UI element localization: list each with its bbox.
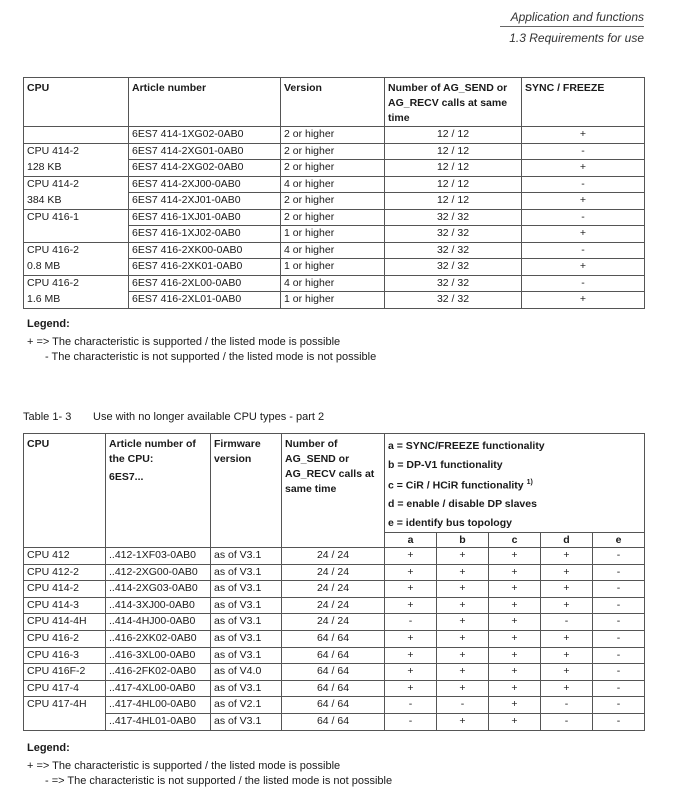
cell-c: + — [489, 548, 541, 565]
cell-article: ..417-4HL01-0AB0 — [106, 713, 211, 730]
cell-a: + — [385, 548, 437, 565]
cell-article: 6ES7 416-1XJ02-0AB0 — [129, 226, 281, 243]
cell-calls: 24 / 24 — [282, 614, 385, 631]
cell-calls: 32 / 32 — [385, 242, 522, 259]
legend-plus: + => The characteristic is supported / the listed mode is possible — [27, 336, 341, 348]
table-row — [24, 193, 645, 210]
cell-calls: 12 / 12 — [385, 176, 522, 193]
cell-e: - — [593, 630, 645, 647]
cell-cpu: 128 KB — [24, 160, 129, 177]
cell-fw: as of V3.1 — [211, 597, 282, 614]
cell-cpu: 0.8 MB — [24, 259, 129, 276]
cell-e: - — [593, 647, 645, 664]
cell-version: 1 or higher — [281, 226, 385, 243]
cell-b: + — [437, 597, 489, 614]
cell-b: + — [437, 713, 489, 730]
cell-c: + — [489, 614, 541, 631]
cell-calls: 64 / 64 — [282, 630, 385, 647]
function-b-label: b = DP-V1 functionality — [388, 458, 503, 471]
table-row — [24, 226, 645, 243]
cell-article: 6ES7 414-1XG02-0AB0 — [129, 127, 281, 144]
header-rule — [500, 26, 644, 27]
cell-sync: - — [522, 209, 645, 226]
function-c-label — [388, 474, 641, 495]
cell-e: - — [593, 680, 645, 697]
cell-sync: + — [522, 292, 645, 309]
cell-cpu: 1.6 MB — [24, 292, 129, 309]
table-row — [24, 292, 645, 309]
cell-b: + — [437, 581, 489, 598]
cell-version: 1 or higher — [281, 259, 385, 276]
cell-version: 2 or higher — [281, 193, 385, 210]
table-row — [24, 697, 645, 714]
cell-fw: as of V4.0 — [211, 664, 282, 681]
subsection-title: 1.3 Requirements for use — [509, 31, 644, 45]
col-header-article-line1: Article number of — [109, 438, 196, 450]
table-row — [24, 127, 645, 144]
table-caption-text: Use with no longer available CPU types - part 2 — [93, 411, 325, 423]
cell-calls: 12 / 12 — [385, 127, 522, 144]
cell-cpu: CPU 412 — [24, 548, 106, 565]
cell-d: + — [541, 548, 593, 565]
cell-fw: as of V3.1 — [211, 630, 282, 647]
col-header-article-line3: 6ES7... — [109, 471, 144, 483]
cell-article: 6ES7 416-2XL00-0AB0 — [129, 275, 281, 292]
cell-fw: as of V2.1 — [211, 697, 282, 714]
cell-article: ..416-2FK02-0AB0 — [106, 664, 211, 681]
cell-calls: 64 / 64 — [282, 713, 385, 730]
table-row — [24, 647, 645, 664]
col-header-sync: SYNC / FREEZE — [522, 78, 645, 127]
cell-article: 6ES7 416-2XK00-0AB0 — [129, 242, 281, 259]
table-row — [24, 242, 645, 259]
cell-e: - — [593, 697, 645, 714]
table-row — [24, 564, 645, 581]
cell-article: ..416-3XL00-0AB0 — [106, 647, 211, 664]
cell-fw: as of V3.1 — [211, 614, 282, 631]
cell-c: + — [489, 680, 541, 697]
section-title: Application and functions — [510, 10, 644, 24]
col-header-version: Version — [281, 78, 385, 127]
cell-a: + — [385, 564, 437, 581]
cell-b: + — [437, 564, 489, 581]
cell-a: + — [385, 630, 437, 647]
cell-version: 4 or higher — [281, 242, 385, 259]
sub-header-b: b — [437, 533, 489, 548]
cell-d: - — [541, 713, 593, 730]
cell-calls: 12 / 12 — [385, 193, 522, 210]
cell-c: + — [489, 564, 541, 581]
cell-article: ..417-4HL00-0AB0 — [106, 697, 211, 714]
cell-d: + — [541, 647, 593, 664]
cell-version: 4 or higher — [281, 275, 385, 292]
cell-version: 4 or higher — [281, 176, 385, 193]
cell-sync: - — [522, 176, 645, 193]
table-row — [24, 581, 645, 598]
cell-article: ..414-4HJ00-0AB0 — [106, 614, 211, 631]
cell-calls: 32 / 32 — [385, 226, 522, 243]
table-row — [24, 614, 645, 631]
cell-d: + — [541, 597, 593, 614]
cell-e: - — [593, 564, 645, 581]
cell-fw: as of V3.1 — [211, 680, 282, 697]
cell-a: + — [385, 664, 437, 681]
legend2-title: Legend: — [27, 742, 70, 754]
cell-c: + — [489, 713, 541, 730]
cell-c: + — [489, 581, 541, 598]
cell-calls: 64 / 64 — [282, 697, 385, 714]
cell-calls: 64 / 64 — [282, 680, 385, 697]
cell-article: ..414-3XJ00-0AB0 — [106, 597, 211, 614]
cell-cpu: CPU 417-4 — [24, 680, 106, 697]
cell-article: 6ES7 416-2XK01-0AB0 — [129, 259, 281, 276]
table-row — [24, 160, 645, 177]
cell-cpu: CPU 416-1 — [24, 209, 129, 226]
table-row — [24, 275, 645, 292]
cell-cpu: CPU 416-2 — [24, 275, 129, 292]
cell-a: + — [385, 647, 437, 664]
cell-cpu: CPU 416-3 — [24, 647, 106, 664]
cell-b: + — [437, 630, 489, 647]
cell-b: + — [437, 647, 489, 664]
sub-header-e: e — [593, 533, 645, 548]
cell-calls: 64 / 64 — [282, 664, 385, 681]
cell-sync: + — [522, 160, 645, 177]
table-row — [24, 680, 645, 697]
cpu-table-part2 — [23, 433, 645, 731]
table-caption — [23, 411, 324, 423]
cell-cpu: CPU 416F-2 — [24, 664, 106, 681]
table-row — [24, 630, 645, 647]
cell-b: + — [437, 614, 489, 631]
cell-sync: - — [522, 275, 645, 292]
cell-calls: 24 / 24 — [282, 548, 385, 565]
table-number: Table 1- 3 — [23, 411, 72, 423]
legend2-plus: + => The characteristic is supported / the listed mode is possible — [27, 760, 341, 772]
cell-cpu: CPU 412-2 — [24, 564, 106, 581]
cell-article: 6ES7 414-2XG01-0AB0 — [129, 143, 281, 160]
cell-cpu: CPU 414-3 — [24, 597, 106, 614]
cell-d: - — [541, 697, 593, 714]
cell-d: + — [541, 564, 593, 581]
function-c-footnote: 1) — [526, 479, 533, 486]
cell-cpu — [24, 226, 129, 243]
cell-c: + — [489, 647, 541, 664]
cell-article: 6ES7 416-1XJ01-0AB0 — [129, 209, 281, 226]
col-header-firmware-line2: version — [214, 453, 252, 465]
cell-e: - — [593, 713, 645, 730]
cell-sync: + — [522, 127, 645, 144]
cell-cpu: CPU 416-2 — [24, 630, 106, 647]
col-header-calls-line1: Number of — [285, 438, 338, 450]
col-header-firmware — [211, 434, 282, 548]
cell-fw: as of V3.1 — [211, 713, 282, 730]
cell-c: + — [489, 630, 541, 647]
cell-calls: 24 / 24 — [282, 597, 385, 614]
function-a-label: a = SYNC/FREEZE functionality — [388, 440, 545, 452]
cell-calls: 32 / 32 — [385, 209, 522, 226]
cell-e: - — [593, 581, 645, 598]
table-row — [24, 143, 645, 160]
cell-d: - — [541, 614, 593, 631]
cell-calls: 24 / 24 — [282, 581, 385, 598]
cell-b: + — [437, 548, 489, 565]
cell-article: 6ES7 414-2XG02-0AB0 — [129, 160, 281, 177]
cell-a: + — [385, 680, 437, 697]
cell-b: + — [437, 664, 489, 681]
cell-cpu: CPU 414-2 — [24, 143, 129, 160]
cell-calls: 32 / 32 — [385, 275, 522, 292]
cell-e: - — [593, 548, 645, 565]
col-header-article-line2: the CPU: — [109, 453, 154, 465]
cell-e: - — [593, 614, 645, 631]
cell-version: 2 or higher — [281, 209, 385, 226]
function-e-label: e = identify bus topology — [388, 516, 512, 529]
table-row — [24, 209, 645, 226]
col-header-firmware-line1: Firmware — [214, 438, 261, 450]
cell-cpu — [24, 127, 129, 144]
cell-e: - — [593, 664, 645, 681]
cell-d: + — [541, 680, 593, 697]
col-header-cpu: CPU — [24, 434, 106, 548]
cell-c: + — [489, 697, 541, 714]
legend-title: Legend: — [27, 318, 70, 330]
cell-version: 2 or higher — [281, 143, 385, 160]
cell-article: 6ES7 416-2XL01-0AB0 — [129, 292, 281, 309]
cell-version: 2 or higher — [281, 160, 385, 177]
cpu-table-part1 — [23, 77, 645, 309]
col-header-calls: Number of AG_SEND or AG_RECV calls at same time — [385, 78, 522, 127]
cell-cpu: CPU 414-2 — [24, 581, 106, 598]
function-c-text: c = CiR / HCiR functionality — [388, 479, 524, 492]
cell-fw: as of V3.1 — [211, 564, 282, 581]
col-header-cpu: CPU — [24, 78, 129, 127]
cell-calls: 64 / 64 — [282, 647, 385, 664]
cell-e: - — [593, 597, 645, 614]
cell-cpu: CPU 417-4H — [24, 697, 106, 714]
col-header-article — [106, 434, 211, 548]
cell-article: 6ES7 414-2XJ00-0AB0 — [129, 176, 281, 193]
cell-cpu: CPU 416-2 — [24, 242, 129, 259]
cell-article: ..412-1XF03-0AB0 — [106, 548, 211, 565]
col-header-calls-line3: AG_RECV calls at — [285, 468, 375, 480]
cell-calls: 12 / 12 — [385, 143, 522, 160]
cell-cpu — [24, 713, 106, 730]
cell-version: 1 or higher — [281, 292, 385, 309]
col-header-calls — [282, 434, 385, 548]
cell-version: 2 or higher — [281, 127, 385, 144]
cell-a: - — [385, 697, 437, 714]
table-row — [24, 259, 645, 276]
col-header-calls-line4: same time — [285, 483, 337, 495]
col-header-functions — [385, 434, 645, 533]
cell-a: + — [385, 581, 437, 598]
cell-sync: - — [522, 143, 645, 160]
cell-article: 6ES7 414-2XJ01-0AB0 — [129, 193, 281, 210]
cell-cpu: CPU 414-2 — [24, 176, 129, 193]
table-row — [24, 664, 645, 681]
col-header-article: Article number — [129, 78, 281, 127]
cell-d: + — [541, 664, 593, 681]
cell-d: + — [541, 581, 593, 598]
cell-sync: + — [522, 226, 645, 243]
cell-c: + — [489, 597, 541, 614]
table-row — [24, 597, 645, 614]
cell-cpu: 384 KB — [24, 193, 129, 210]
legend-minus: - The characteristic is not supported / the listed mode is not possible — [45, 351, 377, 363]
cell-calls: 32 / 32 — [385, 259, 522, 276]
legend2-minus: - => The characteristic is not supported / the listed mode is not possible — [45, 775, 393, 787]
cell-a: + — [385, 597, 437, 614]
cell-sync: + — [522, 193, 645, 210]
col-header-calls-line2: AG_SEND or — [285, 453, 350, 465]
table-row — [24, 176, 645, 193]
cell-b: + — [437, 680, 489, 697]
cell-fw: as of V3.1 — [211, 581, 282, 598]
cell-fw: as of V3.1 — [211, 548, 282, 565]
function-d-label: d = enable / disable DP slaves — [388, 498, 537, 510]
cell-article: ..417-4XL00-0AB0 — [106, 680, 211, 697]
cell-fw: as of V3.1 — [211, 647, 282, 664]
cell-cpu: CPU 414-4H — [24, 614, 106, 631]
cell-article: ..412-2XG00-0AB0 — [106, 564, 211, 581]
cell-calls: 12 / 12 — [385, 160, 522, 177]
cell-article: ..414-2XG03-0AB0 — [106, 581, 211, 598]
cell-b: - — [437, 697, 489, 714]
table-row — [24, 713, 645, 730]
cell-calls: 24 / 24 — [282, 564, 385, 581]
cell-a: - — [385, 614, 437, 631]
table-row — [24, 548, 645, 565]
cell-c: + — [489, 664, 541, 681]
sub-header-d: d — [541, 533, 593, 548]
cell-article: ..416-2XK02-0AB0 — [106, 630, 211, 647]
cell-d: + — [541, 630, 593, 647]
sub-header-a: a — [385, 533, 437, 548]
cell-sync: - — [522, 242, 645, 259]
cell-calls: 32 / 32 — [385, 292, 522, 309]
cell-sync: + — [522, 259, 645, 276]
cell-a: - — [385, 713, 437, 730]
sub-header-c: c — [489, 533, 541, 548]
